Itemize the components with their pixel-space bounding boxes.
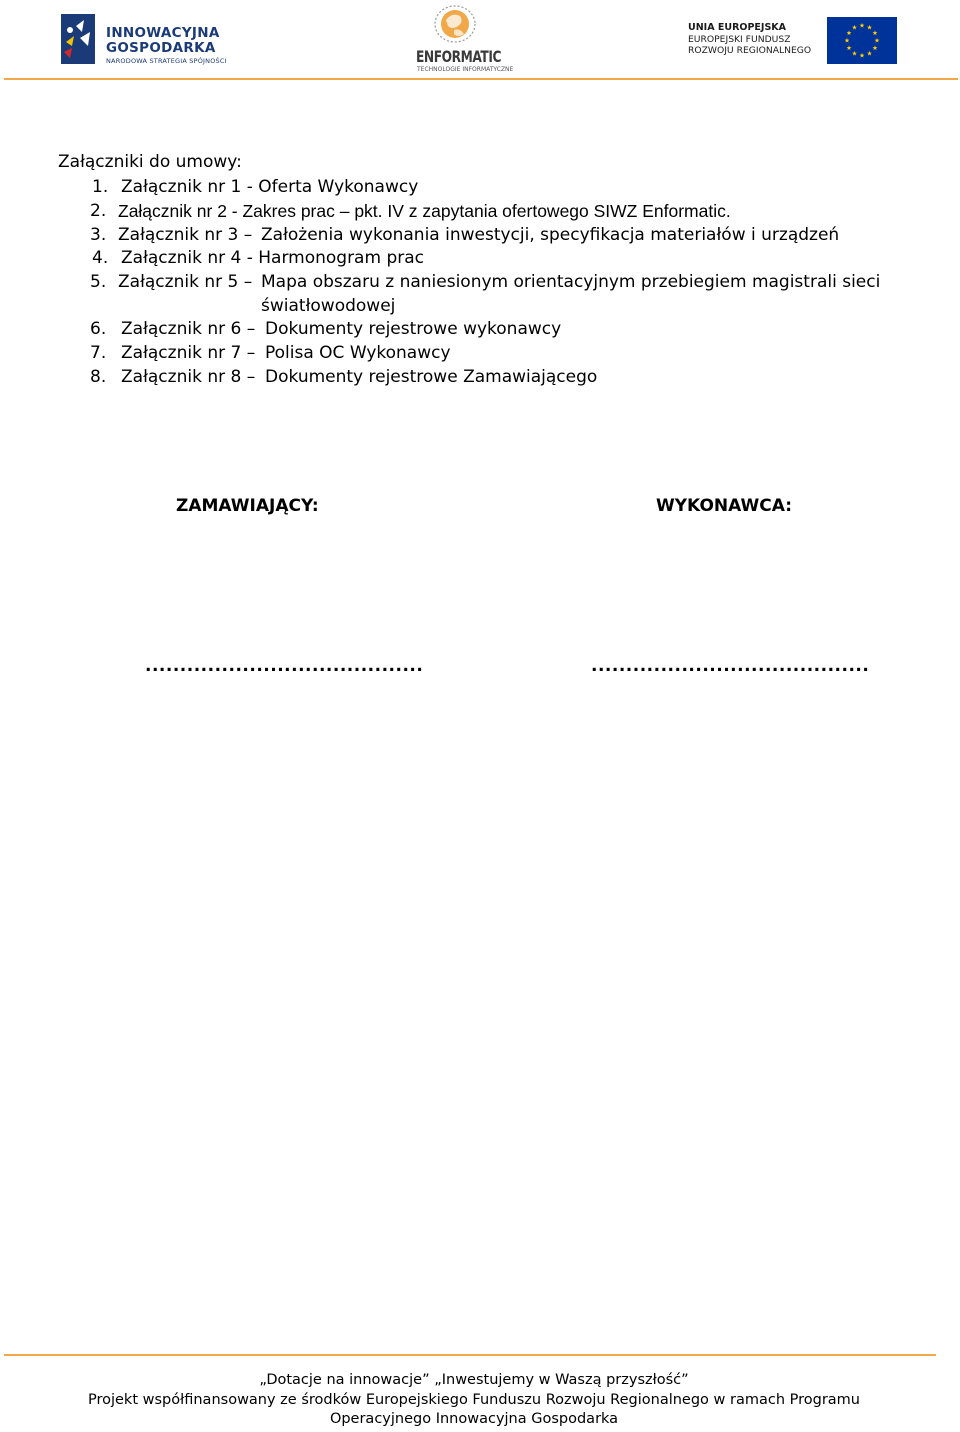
list-item-label: Załącznik nr 2 - Zakres prac – pkt. IV z zapytania ofertowego SIWZ Enformatic. — [118, 201, 731, 221]
list-item-label: Załącznik nr 5 – — [118, 272, 253, 292]
wykonawca-signature-line: ........................................ — [591, 656, 870, 676]
logo-text-line2: GOSPODARKA — [106, 40, 216, 56]
list-item-number: 7. — [90, 343, 107, 363]
enformatic-globe-icon — [428, 4, 478, 44]
list-item-label: Załącznik nr 1 - Oferta Wykonawcy — [121, 177, 419, 197]
list-item-label: Załącznik nr 7 – — [121, 343, 256, 363]
zamawiajacy-label: ZAMAWIAJĄCY: — [176, 496, 319, 516]
page-header — [0, 0, 960, 82]
innowacyjna-gospodarka-logo — [60, 12, 240, 68]
list-item-description: Polisa OC Wykonawcy — [265, 343, 451, 363]
wykonawca-label: WYKONAWCA: — [656, 496, 793, 516]
list-item-description: Dokumenty rejestrowe Zamawiającego — [265, 367, 598, 387]
footer-slogan: „Dotacje na innowacje” „Inwestujemy w Waszą przyszłość” — [259, 1372, 689, 1388]
eu-text-line2: EUROPEJSKI FUNDUSZ — [688, 33, 791, 45]
footer-funding-line2: Operacyjnego Innowacyjna Gospodarka — [329, 1411, 619, 1427]
list-item-number: 5. — [90, 272, 107, 292]
list-item-label: Załącznik nr 4 - Harmonogram prac — [121, 248, 424, 268]
eu-text-line1: UNIA EUROPEJSKA — [688, 22, 786, 33]
list-item-description: Mapa obszaru z naniesionym orientacyjnym przebiegiem magistrali sieci — [261, 272, 881, 292]
list-item-description: Dokumenty rejestrowe wykonawcy — [265, 319, 562, 339]
attachments-intro: Załączniki do umowy: — [58, 152, 242, 172]
list-item-number: 2. — [90, 201, 107, 221]
enformatic-logo — [412, 4, 514, 74]
footer-divider — [4, 1354, 936, 1356]
list-item-label: Załącznik nr 3 – — [118, 225, 253, 245]
list-item-number: 4. — [92, 248, 109, 268]
eu-flag-icon — [827, 17, 897, 64]
zamawiajacy-signature-line: ........................................ — [145, 656, 424, 676]
header-divider — [4, 78, 958, 80]
list-item-number: 1. — [92, 177, 109, 197]
logo-text-line1: INNOWACYJNA — [106, 25, 220, 41]
list-item-number: 3. — [90, 225, 107, 245]
list-item-label: Załącznik nr 6 – — [121, 319, 256, 339]
footer-funding-line1: Projekt współfinansowany ze środków Europejskiego Funduszu Rozwoju Regionalnego w ramach Programu — [87, 1392, 860, 1408]
list-item-number: 8. — [90, 367, 107, 387]
innowacyjna-gospodarka-emblem-icon — [60, 12, 96, 66]
list-item-number: 6. — [90, 319, 107, 339]
enformatic-name: ENFORMATIC — [416, 47, 501, 66]
list-item-description-continued: światłowodowej — [261, 296, 396, 316]
enformatic-tagline: TECHNOLOGIE INFORMATYCZNE — [417, 66, 514, 73]
eu-fund-text — [688, 22, 818, 57]
list-item-description: Założenia wykonania inwestycji, specyfikacja materiałów i urządzeń — [261, 225, 840, 245]
eu-text-line3: ROZWOJU REGIONALNEGO — [688, 45, 812, 56]
logo-text-line3: NARODOWA STRATEGIA SPÓJNOŚCI — [106, 57, 227, 65]
list-item-label: Załącznik nr 8 – — [121, 367, 256, 387]
